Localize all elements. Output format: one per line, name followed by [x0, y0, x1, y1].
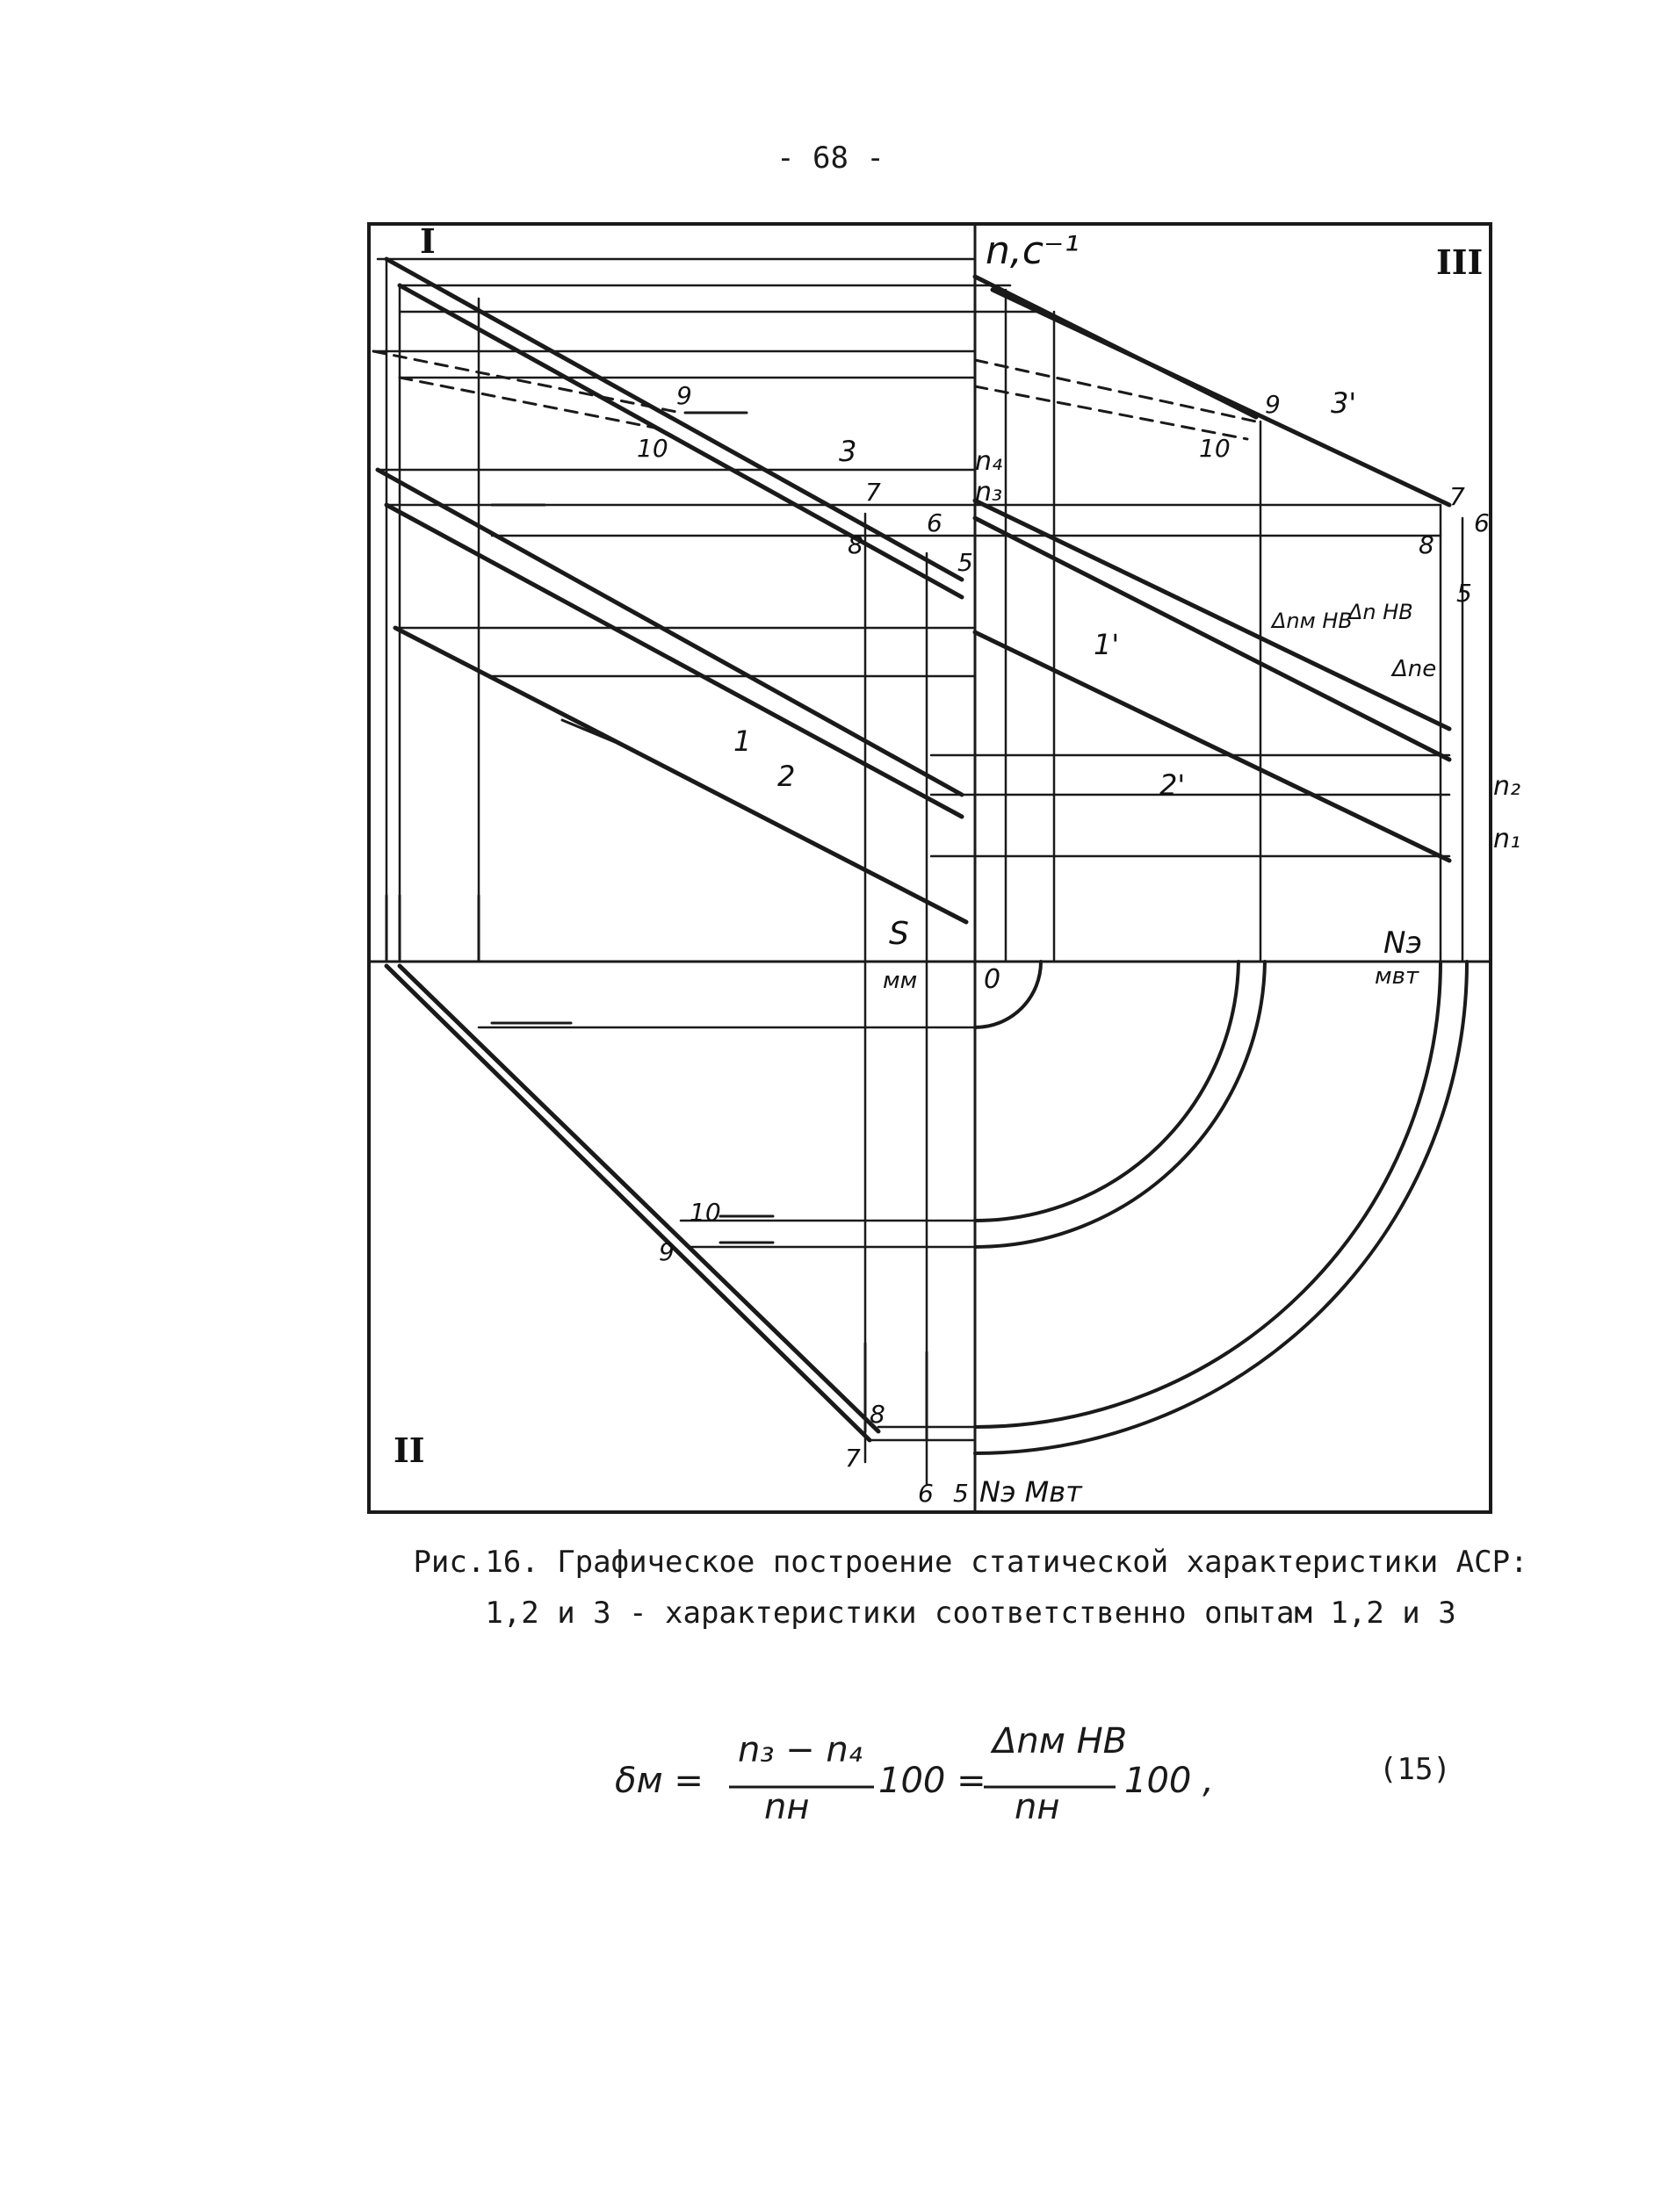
fraction-bars: [729, 1783, 1256, 1800]
curve-2-label: 2: [777, 760, 796, 793]
ne-bottom-label: Nэ Мвт: [979, 1475, 1082, 1509]
delta-n-e-label: Δnе: [1392, 656, 1437, 682]
page-number: - 68 -: [776, 141, 885, 176]
point-7-q2: 7: [845, 1444, 861, 1473]
quadrant-I-lines: [378, 259, 966, 922]
level-n2-label: n₂: [1493, 771, 1521, 802]
curve-3-label: 3: [839, 435, 857, 468]
point-10-q1: 10: [637, 434, 668, 463]
quadrant-III-label: III: [1436, 242, 1484, 282]
caption-line-2: 1,2 и 3 - характеристики соответственно опытам 1,2 и 3: [485, 1596, 1456, 1631]
formula-number: (15): [1379, 1752, 1451, 1787]
point-9-q2: 9: [659, 1237, 675, 1266]
point-7-q3: 7: [1449, 482, 1465, 511]
quadrant-II-horizontals: [479, 1027, 975, 1440]
formula-den1: nн: [764, 1787, 810, 1827]
curve-1p-label: 1': [1094, 628, 1120, 661]
point-7-q1: 7: [865, 478, 881, 507]
formula-mult2: 100 ,: [1124, 1761, 1214, 1801]
curve-2p-label: 2': [1159, 768, 1186, 802]
origin-label: 0: [984, 964, 1001, 995]
s-axis-label: S: [889, 916, 909, 952]
level-n1-label: n₁: [1493, 824, 1521, 854]
figure-frame: [369, 224, 1491, 1512]
delta-nm-nv-label: Δnм НВ: [1272, 609, 1353, 633]
ne-right-unit: мвт: [1375, 963, 1419, 990]
direction-arrows: [386, 413, 927, 1440]
point-10-q3: 10: [1199, 434, 1231, 463]
n-axis-label: n,c⁻¹: [986, 228, 1080, 273]
point-5-q2: 5: [953, 1479, 969, 1508]
quadrant-I-dashed: [373, 351, 681, 430]
point-5-q3: 5: [1456, 579, 1472, 608]
quadrant-I-label: I: [420, 221, 436, 261]
caption-line-1: Рис.16. Графическое построение статической характеристики АСР:: [413, 1545, 1528, 1580]
point-6-q3: 6: [1474, 508, 1490, 537]
point-8-q2: 8: [870, 1400, 885, 1429]
point-6-q2: 6: [918, 1479, 934, 1508]
point-9-q1: 9: [676, 381, 692, 410]
quadrant-II-label: II: [394, 1430, 425, 1470]
quadrant-III-lines: [975, 277, 1449, 861]
level-n3-label: n₃: [975, 477, 1003, 508]
point-9-q3: 9: [1265, 390, 1281, 419]
delta-n-nv-label: Δn НВ: [1348, 600, 1413, 624]
point-6-q1: 6: [927, 508, 942, 537]
formula-num1: n₃ − n₄: [738, 1730, 863, 1770]
figure-caption: [386, 1537, 1555, 1639]
point-5-q1: 5: [957, 548, 973, 577]
ne-right-label: Nэ: [1383, 926, 1423, 961]
quadrant-II-diagonal: [386, 966, 878, 1440]
curve-3p-label: 3': [1331, 386, 1357, 420]
curve-1-label: 1: [733, 724, 752, 758]
quadrant-III-dashed: [975, 360, 1256, 439]
formula-lhs: δм =: [615, 1761, 704, 1801]
level-n4-label: n₄: [975, 446, 1003, 477]
point-8-q3: 8: [1419, 530, 1434, 559]
point-10-q2: 10: [690, 1198, 721, 1227]
formula-den2: nн: [1015, 1787, 1060, 1827]
transfer-arcs: [975, 962, 1467, 1453]
point-8-q1: 8: [848, 530, 863, 559]
s-axis-unit: мм: [883, 968, 918, 994]
formula-num2: Δnм НВ: [993, 1721, 1128, 1762]
vertical-projections: [386, 259, 1462, 1484]
formula-mult1: 100 =: [878, 1761, 986, 1801]
